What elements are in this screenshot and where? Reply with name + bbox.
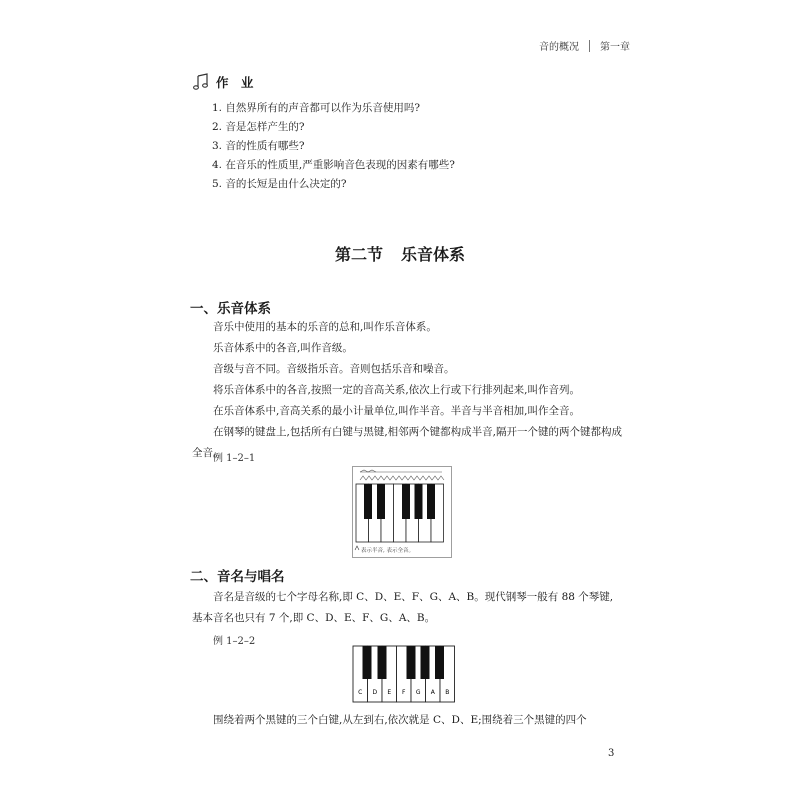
keyboard-figure-2 xyxy=(352,645,460,703)
paragraph: 在乐音体系中,音高关系的最小计量单位,叫作半音。半音与半音相加,叫作全音。 xyxy=(213,405,581,417)
homework-question: 5. 音的长短是由什么决定的? xyxy=(212,178,347,190)
music-note-icon xyxy=(192,73,210,91)
part2-heading: 二、音名与唱名 xyxy=(190,569,285,585)
paragraph: 音乐中使用的基本的乐音的总和,叫作乐音体系。 xyxy=(213,321,437,333)
key-name-d: D xyxy=(372,689,378,696)
black-key xyxy=(415,484,423,519)
figure-legend: 表示半音, 表示全音。 xyxy=(361,548,414,554)
homework-questions xyxy=(212,99,455,194)
running-header xyxy=(539,38,630,53)
paragraph: 将乐音体系中的各音,按照一定的音高关系,依次上行或下行排列起来,叫作音列。 xyxy=(213,384,581,396)
part1-heading: 一、乐音体系 xyxy=(190,301,271,317)
part1-body xyxy=(192,317,622,464)
paragraph: 乐音体系中的各音,叫作音级。 xyxy=(213,342,353,354)
header-chapter: 第一章 xyxy=(600,42,630,53)
key-name-b: B xyxy=(445,689,450,696)
homework-question: 4. 在音乐的性质里,严重影响音色表现的因素有哪些? xyxy=(212,159,455,171)
homework-title-text: 作 业 xyxy=(216,75,258,90)
header-section: 音的概况 xyxy=(539,42,579,53)
example-label-1: 例 1–2–1 xyxy=(213,453,256,464)
black-key xyxy=(407,646,416,679)
black-key xyxy=(377,484,385,519)
paragraph: 音名是音级的七个字母名称,即 C、D、E、F、G、A、B。现代钢琴一般有 88 个琴键,基本音名也只有 7 个,即 C、D、E、F、G、A、B。 xyxy=(192,591,614,624)
keyboard-figure-1 xyxy=(352,466,452,558)
header-divider xyxy=(589,40,590,52)
black-key xyxy=(378,646,387,679)
key-name-a: A xyxy=(430,689,435,696)
section-title xyxy=(0,242,800,265)
black-key xyxy=(363,646,372,679)
paragraph: 围绕着两个黑键的三个白键,从左到右,依次就是 C、D、E;围绕着三个黑键的四个 xyxy=(213,714,587,726)
example-label-2: 例 1–2–2 xyxy=(213,636,256,647)
section-number: 第二节 xyxy=(334,245,383,264)
paragraph: 在钢琴的键盘上,包括所有白键与黑键,相邻两个键都构成半音,隔开一个键的两个键都构成全音。 xyxy=(192,426,623,459)
key-name-g: G xyxy=(415,689,421,696)
key-name-c: C xyxy=(358,689,363,696)
homework-question: 3. 音的性质有哪些? xyxy=(212,140,305,152)
black-key xyxy=(402,484,410,519)
key-name-e: E xyxy=(387,689,392,696)
homework-question: 1. 自然界所有的声音都可以作为乐音使用吗? xyxy=(212,102,420,114)
homework-title xyxy=(192,73,257,91)
black-key xyxy=(427,484,435,519)
black-key xyxy=(435,646,444,679)
part2-body xyxy=(192,587,622,629)
black-key xyxy=(364,484,372,519)
paragraph: 音级与音不同。音级指乐音。音则包括乐音和噪音。 xyxy=(213,363,455,375)
key-name-f: F xyxy=(402,689,406,696)
part2-continuation xyxy=(192,710,622,731)
section-name: 乐音体系 xyxy=(401,245,466,264)
homework-question: 2. 音是怎样产生的? xyxy=(212,121,305,133)
page-number: 3 xyxy=(608,748,615,759)
black-key xyxy=(421,646,430,679)
